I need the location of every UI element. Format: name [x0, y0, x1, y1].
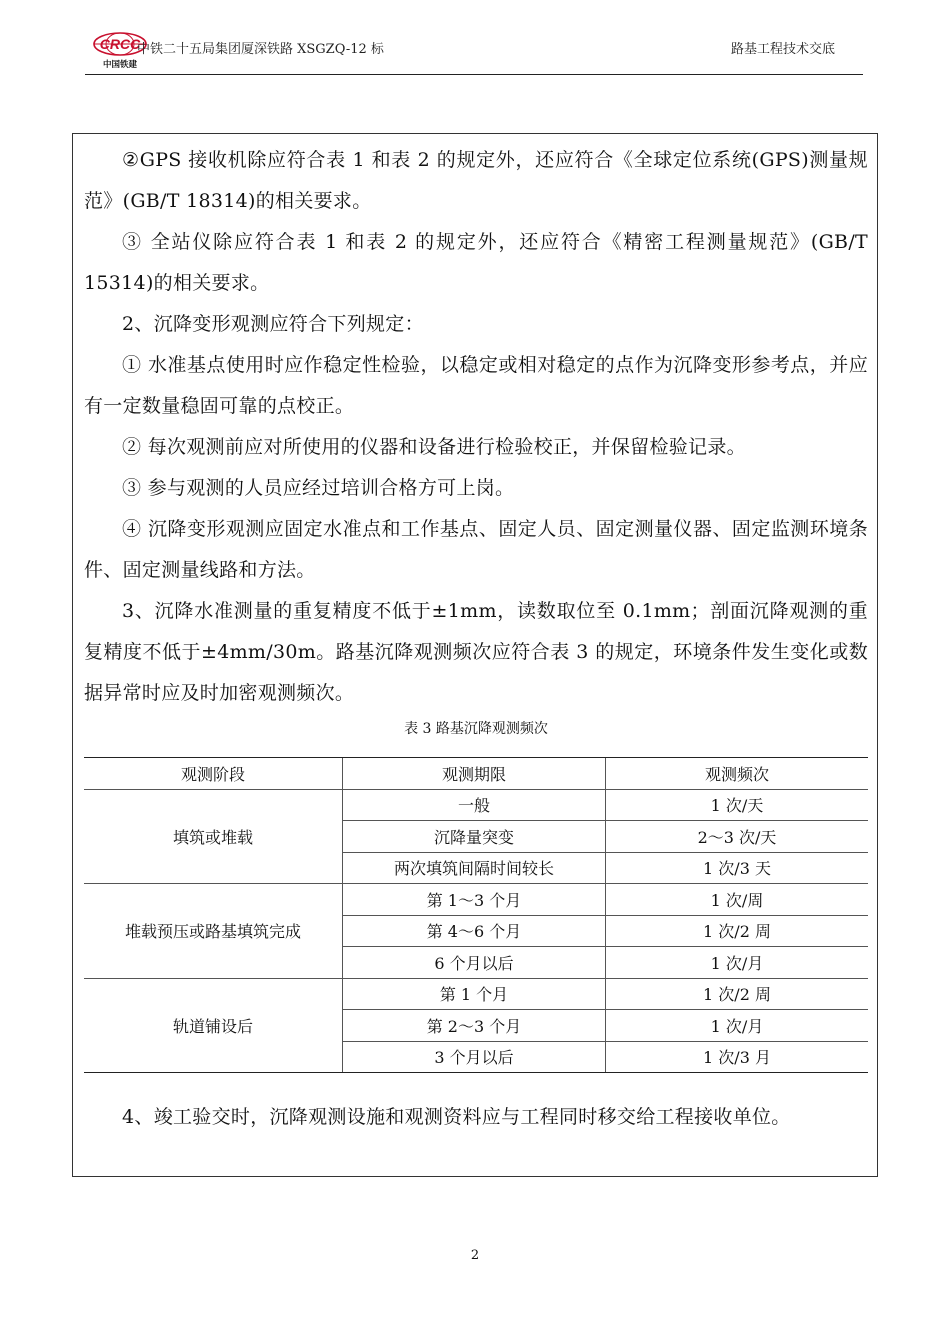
- period-cell: 第 4～6 个月: [343, 915, 606, 947]
- frequency-cell: 1 次/周: [606, 884, 869, 916]
- period-cell: 3 个月以后: [343, 1041, 606, 1073]
- header-project-title: 中铁二十五局集团厦深铁路 XSGZQ-12 标: [137, 42, 384, 57]
- paragraph: ③ 全站仪除应符合表 1 和表 2 的规定外，还应符合《精密工程测量规范》(GB/T 15314)的相关要求。: [84, 231, 868, 294]
- column-header: 观测阶段: [84, 758, 343, 790]
- stage-cell: 轨道铺设后: [84, 978, 343, 1073]
- document-body: [84, 140, 868, 1128]
- frequency-cell: 1 次/2 周: [606, 915, 869, 947]
- settlement-frequency-table: [84, 757, 868, 1073]
- frequency-cell: 1 次/月: [606, 947, 869, 979]
- paragraph: 2、沉降变形观测应符合下列规定：: [122, 313, 424, 335]
- frequency-cell: 1 次/3 月: [606, 1041, 869, 1073]
- stage-cell: 填筑或堆载: [84, 789, 343, 884]
- frequency-cell: 2～3 次/天: [606, 821, 869, 853]
- period-cell: 第 1～3 个月: [343, 884, 606, 916]
- frequency-cell: 1 次/天: [606, 789, 869, 821]
- period-cell: 沉降量突变: [343, 821, 606, 853]
- frequency-cell: 1 次/月: [606, 1010, 869, 1042]
- page-header: [85, 28, 863, 75]
- table-caption: 表 3 路基沉降观测频次: [404, 721, 548, 737]
- period-cell: 6 个月以后: [343, 947, 606, 979]
- period-cell: 两次填筑间隔时间较长: [343, 852, 606, 884]
- period-cell: 第 1 个月: [343, 978, 606, 1010]
- paragraph: ③ 参与观测的人员应经过培训合格方可上岗。: [122, 477, 515, 499]
- logo-subtext: 中国铁建: [102, 60, 138, 70]
- column-header: 观测期限: [343, 758, 606, 790]
- table-row: [84, 789, 868, 821]
- column-header: 观测频次: [606, 758, 869, 790]
- table-header-row: [84, 758, 868, 790]
- frequency-cell: 1 次/3 天: [606, 852, 869, 884]
- logo-text: CRCC: [99, 36, 141, 52]
- frequency-cell: 1 次/2 周: [606, 978, 869, 1010]
- page-number: 2: [470, 1248, 480, 1263]
- table-row: [84, 978, 868, 1010]
- paragraph: 3、沉降水准测量的重复精度不低于±1mm，读数取位至 0.1mm；剖面沉降观测的重复精度不低于±4mm/30m。路基沉降观测频次应符合表 3 的规定，环境条件发生变化或数据异常时应及时加密观测频次。: [84, 600, 868, 704]
- table-row: [84, 884, 868, 916]
- period-cell: 第 2～3 个月: [343, 1010, 606, 1042]
- paragraph: ②GPS 接收机除应符合表 1 和表 2 的规定外，还应符合《全球定位系统(GPS)测量规范》(GB/T 18314)的相关要求。: [84, 149, 868, 212]
- header-document-title: 路基工程技术交底: [730, 42, 835, 57]
- paragraph: ② 每次观测前应对所使用的仪器和设备进行检验校正，并保留检验记录。: [122, 436, 746, 458]
- paragraph: ① 水准基点使用时应作稳定性检验，以稳定或相对稳定的点作为沉降变形参考点，并应有一定数量稳固可靠的点校正。: [84, 354, 868, 417]
- stage-cell: 堆载预压或路基填筑完成: [84, 884, 343, 979]
- period-cell: 一般: [343, 789, 606, 821]
- paragraph: ④ 沉降变形观测应固定水准点和工作基点、固定人员、固定测量仪器、固定监测环境条件、固定测量线路和方法。: [84, 518, 868, 581]
- paragraph: 4、竣工验交时，沉降观测设施和观测资料应与工程同时移交给工程接收单位。: [122, 1106, 791, 1128]
